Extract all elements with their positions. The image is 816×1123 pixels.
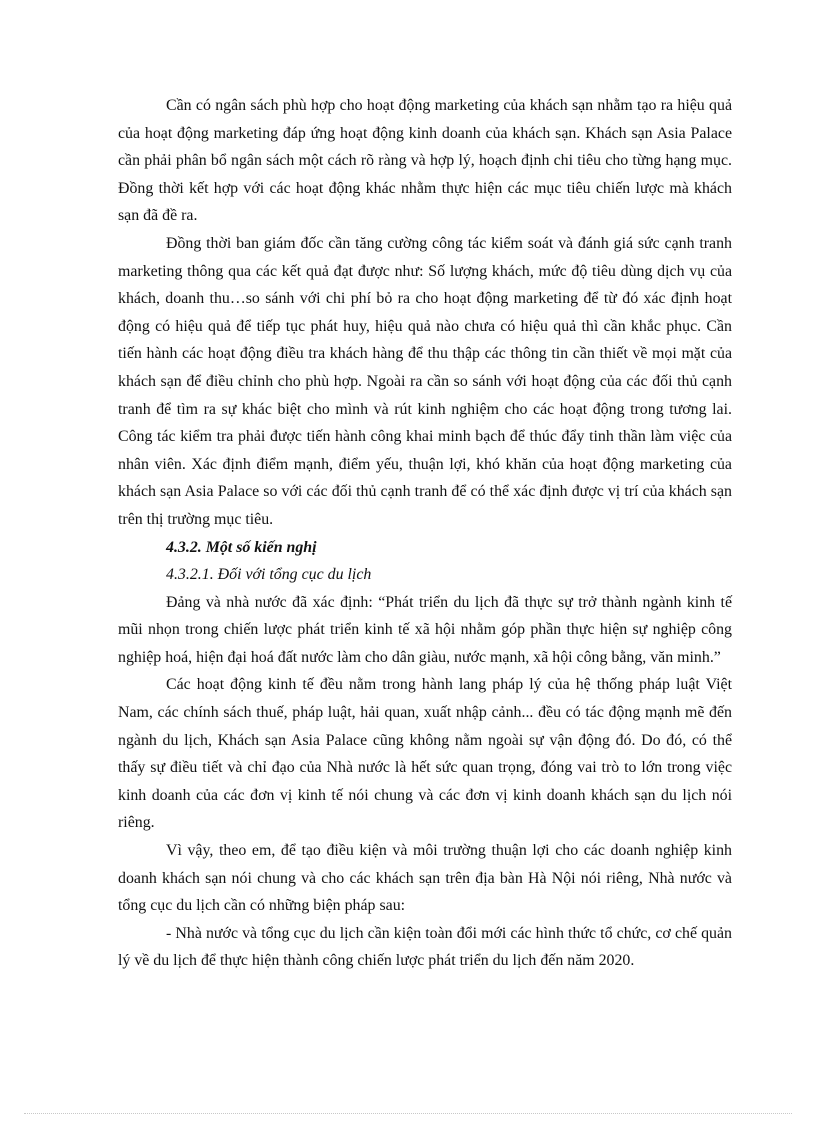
paragraph-therefore-measures: Vì vậy, theo em, để tạo điều kiện và môi trường thuận lợi cho các doanh nghiệp kinh doanh khách sạn nói chung và cho các khách sạn trên địa bàn Hà Nội nói riêng, Nhà nước và tổng cục du lịch cần có những biện pháp sau: bbox=[118, 842, 732, 915]
paragraph-party-state-quote: Đảng và nhà nước đã xác định: “Phát triển du lịch đã thực sự trở thành ngành kinh tế mũi nhọn trong chiến lược phát triển kinh tế xã hội nhằm góp phần thực hiện sự nghiệp công nghiệp hoá, hiện đại hoá đất nước làm cho dân giàu, nước mạnh, xã hội công bằng, văn minh.” bbox=[118, 593, 732, 666]
section-heading-recommendations: 4.3.2. Một số kiến nghị bbox=[166, 538, 317, 556]
list-item-measure-1: - Nhà nước và tổng cục du lịch cần kiện toàn đổi mới các hình thức tổ chức, cơ chế quản lý về du lịch để thực hiện thành công chiến lược phát triển du lịch đến năm 2020. bbox=[118, 924, 732, 970]
paragraph-legal-framework: Các hoạt động kinh tế đều nằm trong hành lang pháp lý của hệ thống pháp luật Việt Nam, các chính sách thuế, pháp luật, hải quan, xuất nhập cảnh... đều có tác động mạnh mẽ đến ngành du lịch, Khách sạn Asia Palace cũng không nằm ngoài sự vận động đó. Do đó, có thể thấy sự điều tiết và chỉ đạo của Nhà nước là hết sức quan trọng, đóng vai trò to lớn trong việc kinh doanh của các đơn vị kinh tế nói chung và các đơn vị kinh doanh khách sạn du lịch nói riêng. bbox=[118, 676, 732, 832]
page-bottom-divider bbox=[24, 1113, 792, 1114]
paragraph-management-control: Đồng thời ban giám đốc cần tăng cường công tác kiểm soát và đánh giá sức cạnh tranh marketing thông qua các kết quả đạt được như: Số lượng khách, mức độ tiêu dùng dịch vụ của khách, doanh thu…so sánh với chi phí bỏ ra cho hoạt động marketing để từ đó xác định hoạt động có hiệu quả để tiếp tục phát huy, hiệu quả nào chưa có hiệu quả thì cần khắc phục. Cần tiến hành các hoạt động điều tra khách hàng để thu thập các thông tin cần thiết về mọi mặt của khách sạn để điều chỉnh cho phù hợp. Ngoài ra cần so sánh với hoạt động của các đối thủ cạnh tranh để tìm ra sự khác biệt cho mình và rút kinh nghiệm cho các hoạt động trong tương lai. Công tác kiểm tra phải được tiến hành công khai minh bạch để thúc đẩy tinh thần làm việc của nhân viên. Xác định điểm mạnh, điểm yếu, thuận lợi, khó khăn của hoạt động marketing của khách sạn Asia Palace so với các đối thủ cạnh tranh để có thể xác định được vị trí của khách sạn trên thị trường mục tiêu. bbox=[118, 234, 732, 528]
document-page bbox=[118, 92, 732, 975]
paragraph-marketing-budget: Cần có ngân sách phù hợp cho hoạt động marketing của khách sạn nhằm tạo ra hiệu quả của hoạt động marketing đáp ứng hoạt động kinh doanh của khách sạn. Khách sạn Asia Palace cần phải phân bổ ngân sách một cách rõ ràng và hợp lý, hoạch định chi tiêu cho từng hạng mục. Đồng thời kết hợp với các hoạt động khác nhằm thực hiện các mục tiêu chiến lược mà khách sạn đã đề ra. bbox=[118, 97, 732, 225]
subsection-heading-tourism-authority: 4.3.2.1. Đối với tổng cục du lịch bbox=[166, 566, 372, 584]
